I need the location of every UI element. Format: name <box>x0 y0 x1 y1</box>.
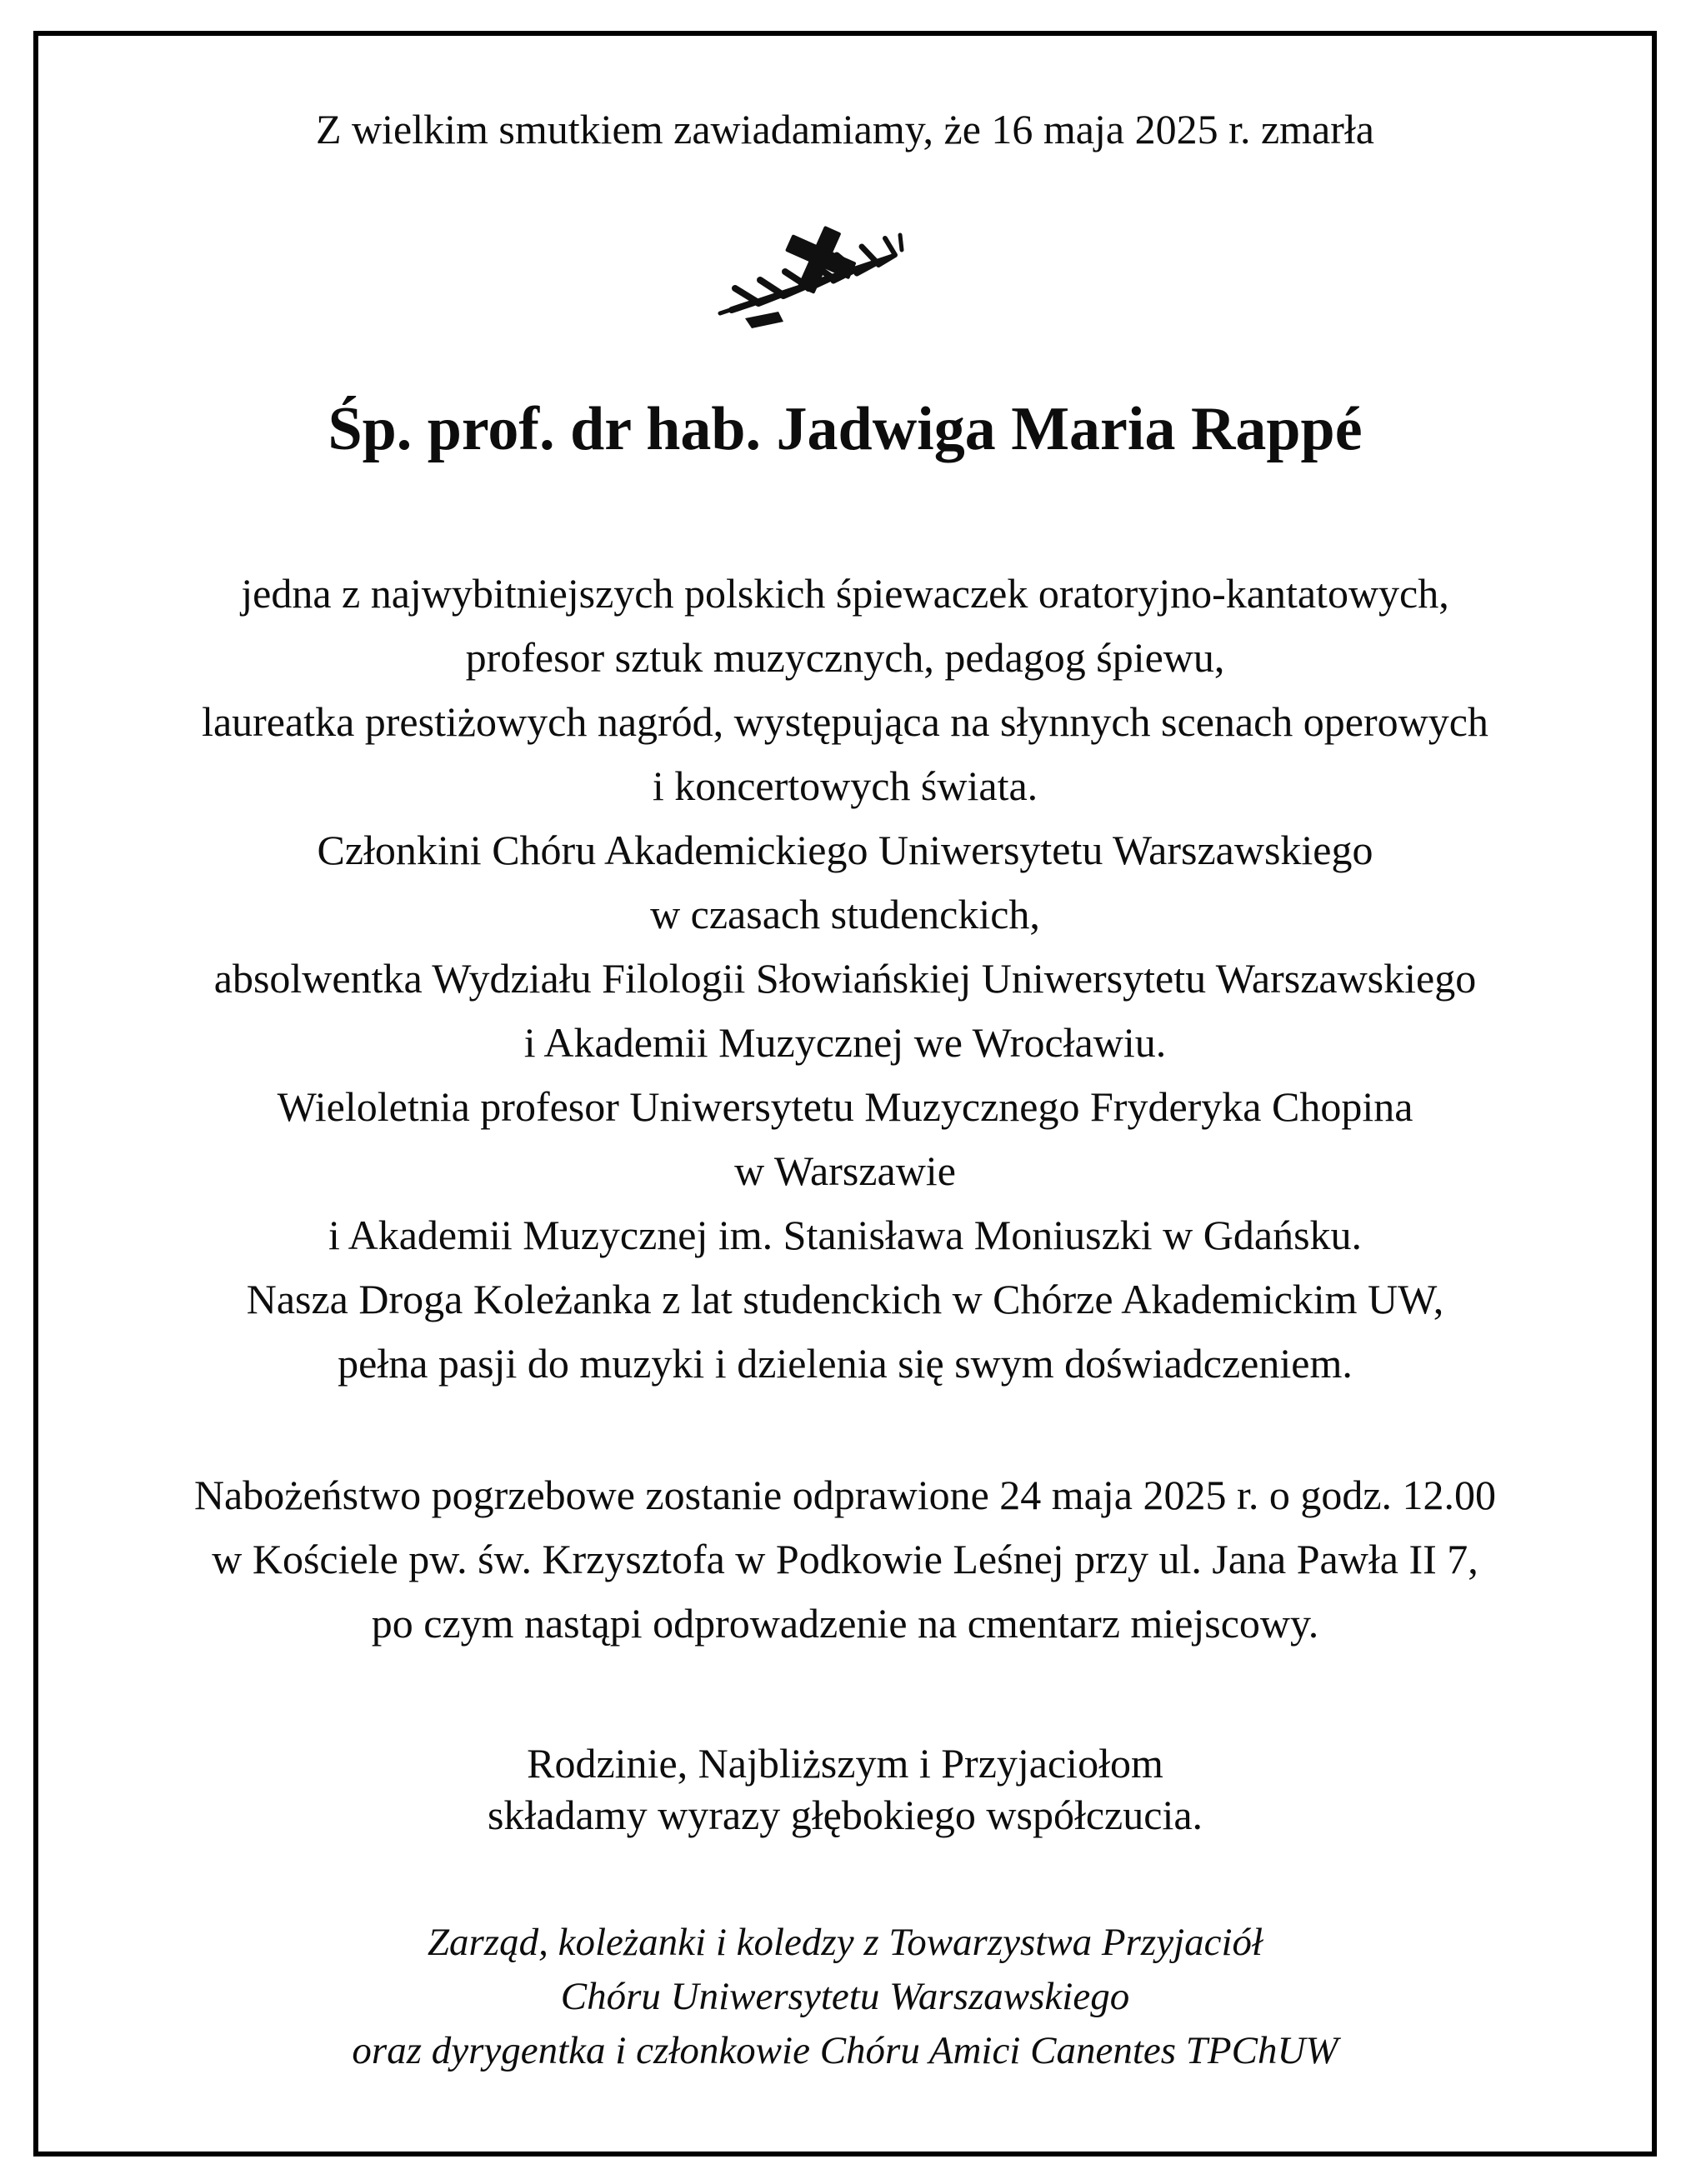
biography-line: i koncertowych świata. <box>652 762 1038 809</box>
funeral-details-section <box>38 1463 1652 1656</box>
biography-line: i Akademii Muzycznej im. Stanisława Moniuszki w Gdańsku. <box>328 1212 1363 1258</box>
biography-line: w czasach studenckich, <box>650 891 1040 937</box>
page-border-frame <box>33 31 1657 2157</box>
signature-line: Zarząd, koleżanki i koledzy z Towarzystwa Przyjaciół <box>427 1921 1263 1964</box>
funeral-line: w Kościele pw. św. Krzysztofa w Podkowie Leśnej przy ul. Jana Pawła II 7, <box>212 1536 1478 1582</box>
signature-section <box>38 1916 1652 2078</box>
biography-line: absolwentka Wydziału Filologii Słowiańskiej Uniwersytetu Warszawskiego <box>213 955 1477 1002</box>
biography-line: Nasza Droga Koleżanka z lat studenckich w Chórze Akademickim UW, <box>246 1276 1444 1322</box>
funeral-line: po czym nastąpi odprowadzenie na cmentarz miejscowy. <box>371 1600 1319 1647</box>
biography-line: pełna pasji do muzyki i dzielenia się swym doświadczeniem. <box>338 1340 1353 1387</box>
obituary-content <box>38 36 1652 2078</box>
signature-line: oraz dyrygentka i członkowie Chóru Amici Canentes TPChUW <box>352 2029 1338 2072</box>
biography-line: Wieloletnia profesor Uniwersytetu Muzycznego Fryderyka Chopina <box>277 1083 1413 1130</box>
biography-line: Członkini Chóru Akademickiego Uniwersytetu Warszawskiego <box>317 827 1373 873</box>
biography-line: jedna z najwybitniejszych polskich śpiewaczek oratoryjno-kantatowych, <box>241 570 1449 617</box>
cross-and-palm-icon <box>38 225 1652 333</box>
announcement-line: Z wielkim smutkiem zawiadamiamy, że 16 maja 2025 r. zmarła <box>316 106 1374 152</box>
biography-line: i Akademii Muzycznej we Wrocławiu. <box>523 1019 1167 1066</box>
biography-line: laureatka prestiżowych nagród, występująca na słynnych scenach operowych <box>202 698 1488 745</box>
condolence-line: składamy wyrazy głębokiego współczucia. <box>487 1792 1203 1838</box>
funeral-line: Nabożeństwo pogrzebowe zostanie odprawione 24 maja 2025 r. o godz. 12.00 <box>193 1472 1497 1518</box>
biography-section <box>38 562 1652 1396</box>
signature-line: Chóru Uniwersytetu Warszawskiego <box>560 1975 1130 2018</box>
condolences-section <box>38 1737 1652 1841</box>
biography-line: profesor sztuk muzycznych, pedagog śpiewu, <box>465 634 1225 681</box>
deceased-name: Śp. prof. dr hab. Jadwiga Maria Rappé <box>328 395 1363 463</box>
biography-line: w Warszawie <box>734 1147 956 1194</box>
condolence-line: Rodzinie, Najbliższym i Przyjaciołom <box>527 1740 1163 1787</box>
